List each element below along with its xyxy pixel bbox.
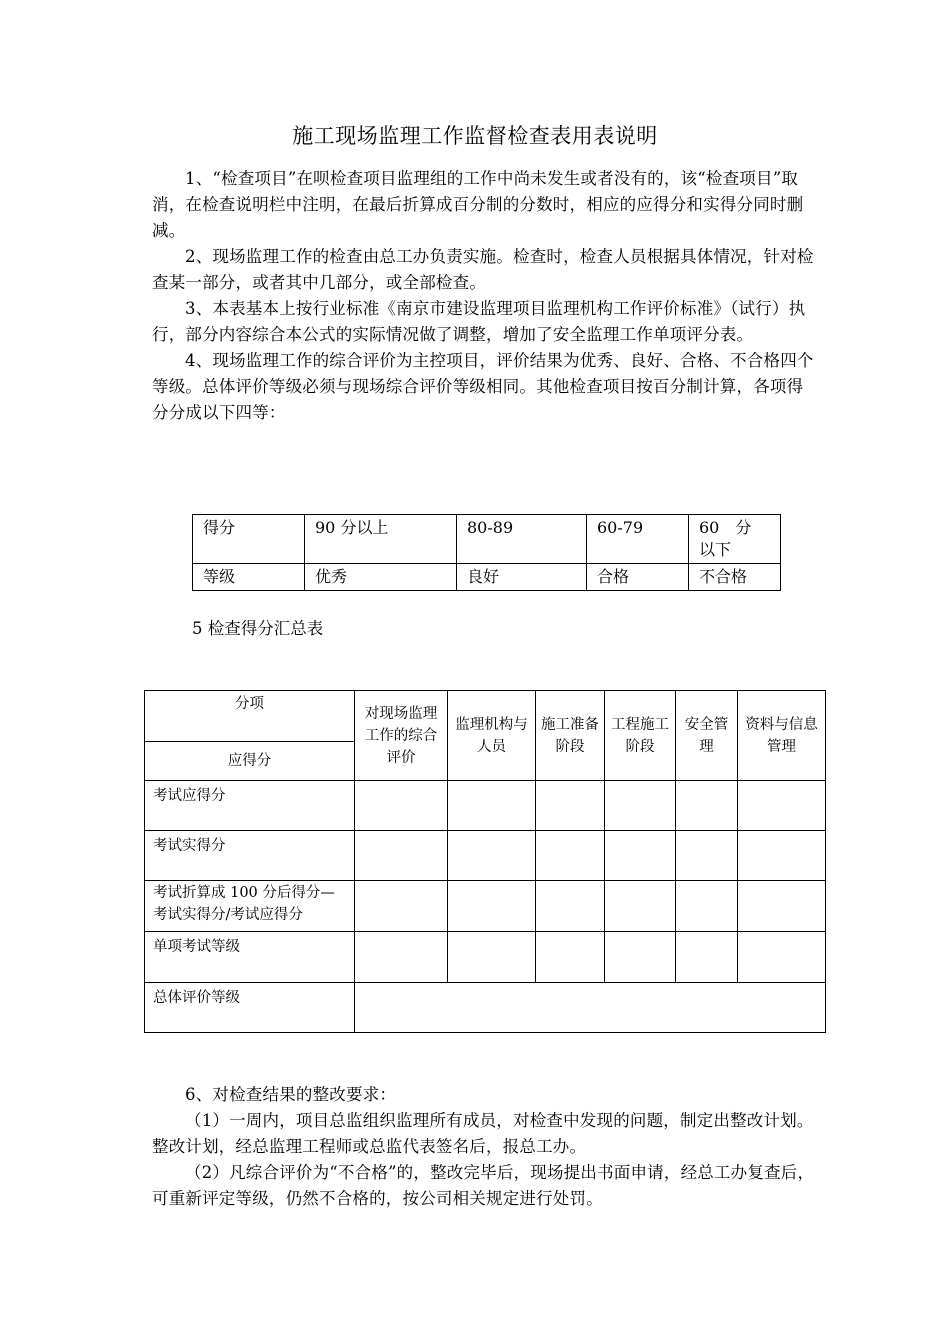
corner-header-top: 分项 bbox=[145, 691, 355, 742]
table-row bbox=[145, 932, 826, 983]
intro-paragraph-2: 2、现场监理工作的检查由总工办负责实施。检查时，检查人员根据具体情况，针对检查某一部分，或者其中几部分，或全部检查。 bbox=[152, 247, 814, 292]
rectification-item-1: （1）一周内，项目总监组织监理所有成员，对检查中发现的问题，制定出整改计划。整改计划，经总监理工程师或总监代表签名后，报总工办。 bbox=[152, 1111, 814, 1156]
grade-table-score-row bbox=[193, 515, 781, 564]
grade-cell: 60-79 bbox=[587, 515, 689, 564]
column-header: 监理机构与人员 bbox=[448, 691, 536, 781]
row-label: 单项考试等级 bbox=[145, 932, 355, 983]
intro-paragraph-1: 1、“检查项目”在呗检查项目监理组的工作中尚未发生或者没有的，该“检查项目”取消，在检查说明栏中注明，在最后折算成百分制的分数时，相应的应得分和实得分同时删减。 bbox=[152, 169, 804, 240]
summary-table bbox=[144, 690, 826, 1033]
table-row bbox=[145, 781, 826, 831]
grade-table-grade-row bbox=[193, 564, 781, 591]
rectification-heading: 6、对检查结果的整改要求： bbox=[185, 1085, 397, 1104]
grade-cell: 等级 bbox=[193, 564, 305, 591]
column-header: 对现场监理工作的综合评价 bbox=[355, 691, 448, 781]
intro-section bbox=[152, 166, 818, 426]
row-label: 考试应得分 bbox=[145, 781, 355, 831]
table-row bbox=[145, 881, 826, 932]
column-header: 资料与信息管理 bbox=[738, 691, 826, 781]
table-row bbox=[145, 831, 826, 881]
column-header: 安全管理 bbox=[676, 691, 738, 781]
intro-paragraph-4: 4、现场监理工作的综合评价为主控项目，评价结果为优秀、良好、合格、不合格四个等级。总体评价等级必须与现场综合评价等级相同。其他检查项目按百分制计算，各项得分分成以下四等： bbox=[152, 351, 814, 422]
row-label: 总体评价等级 bbox=[145, 983, 355, 1033]
rectification-item-2: （2）凡综合评价为“不合格”的，整改完毕后，现场提出书面申请，经总工办复查后，可重新评定等级，仍然不合格的，按公司相关规定进行处罚。 bbox=[152, 1163, 815, 1208]
page-title: 施工现场监理工作监督检查表用表说明 bbox=[292, 124, 658, 148]
row-label: 考试折算成 100 分后得分—考试实得分/考试应得分 bbox=[145, 881, 355, 932]
grade-cell: 良好 bbox=[457, 564, 587, 591]
grade-cell: 合格 bbox=[587, 564, 689, 591]
table-row bbox=[145, 983, 826, 1033]
corner-header-bottom: 应得分 bbox=[145, 742, 355, 781]
grade-cell: 得分 bbox=[193, 515, 305, 564]
rectification-section bbox=[152, 1082, 818, 1212]
grade-cell: 优秀 bbox=[305, 564, 457, 591]
intro-paragraph-3: 3、本表基本上按行业标准《南京市建设监理项目监理机构工作评价标准》（试行）执行，部分内容综合本公式的实际情况做了调整，增加了安全监理工作单项评分表。 bbox=[152, 299, 806, 344]
grade-cell: 不合格 bbox=[689, 564, 781, 591]
grade-table bbox=[192, 514, 781, 591]
grade-cell: 90 分以上 bbox=[305, 515, 457, 564]
row-label: 考试实得分 bbox=[145, 831, 355, 881]
summary-table-caption: 5 检查得分汇总表 bbox=[192, 619, 324, 638]
grade-cell: 80-89 bbox=[457, 515, 587, 564]
grade-cell: 60 分 以下 bbox=[689, 515, 781, 564]
column-header: 施工准备阶段 bbox=[536, 691, 605, 781]
column-header: 工程施工阶段 bbox=[605, 691, 676, 781]
